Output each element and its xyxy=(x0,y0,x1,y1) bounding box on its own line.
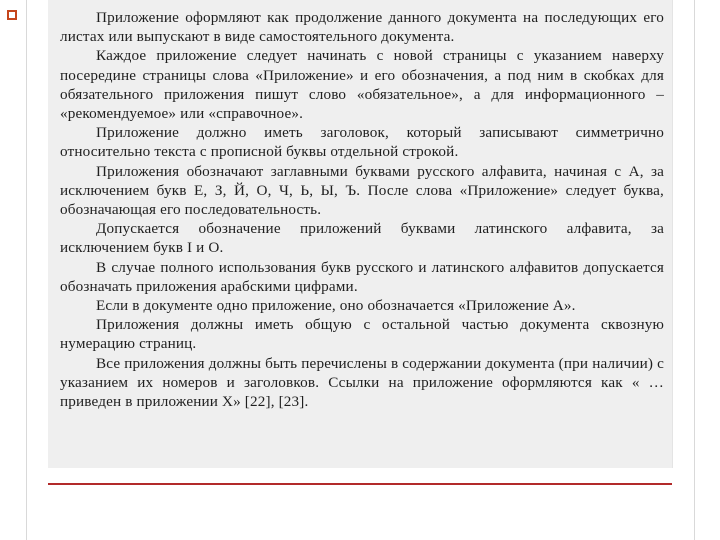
paragraph: В случае полного использования букв русского и латинского алфавитов допускается обозначать приложения арабскими цифрами. xyxy=(60,258,664,295)
paragraph: Все приложения должны быть перечислены в содержании документа (при наличии) с указанием их номеров и заголовков. Ссылки на приложение оформляются как « … приведен в приложении Х» [22], [23]. xyxy=(60,354,664,411)
divider-rule xyxy=(48,483,672,485)
paragraph: Если в документе одно приложение, оно обозначается «Приложение А». xyxy=(96,297,576,315)
paragraph: Приложение должно иметь заголовок, который записывают симметрично относительно текста с прописной буквы отдельной строкой. xyxy=(60,124,664,161)
slide-bullet-icon xyxy=(7,10,17,20)
paragraph: Допускается обозначение приложений буквами латинского алфавита, за исключением букв I и O. xyxy=(60,220,664,257)
paragraph: Приложения должны иметь общую с остальной частью документа сквозную нумерацию страниц. xyxy=(60,316,664,353)
paragraph: Каждое приложение следует начинать с новой страницы с указанием наверху посередине страницы слова «Приложение» и его обозначения, а под ним в скобках для обязательного приложения пишут слово «обязательное», а для информационного – «рекомендуемое» или «справочное». xyxy=(60,47,664,123)
frame-right-line xyxy=(694,0,695,540)
paragraph: Приложения обозначают заглавными буквами русского алфавита, начиная с А, за исключением букв Е, З, Й, О, Ч, Ь, Ы, Ъ. После слова «Приложение» следует буква, обозначающая его последовательность. xyxy=(60,162,664,219)
paragraph: Приложение оформляют как продолжение данного документа на последующих его листах или выпускают в виде самостоятельного документа. xyxy=(60,9,664,46)
document-scan xyxy=(48,0,673,468)
frame-left-line xyxy=(26,0,27,540)
document-text xyxy=(60,8,664,411)
